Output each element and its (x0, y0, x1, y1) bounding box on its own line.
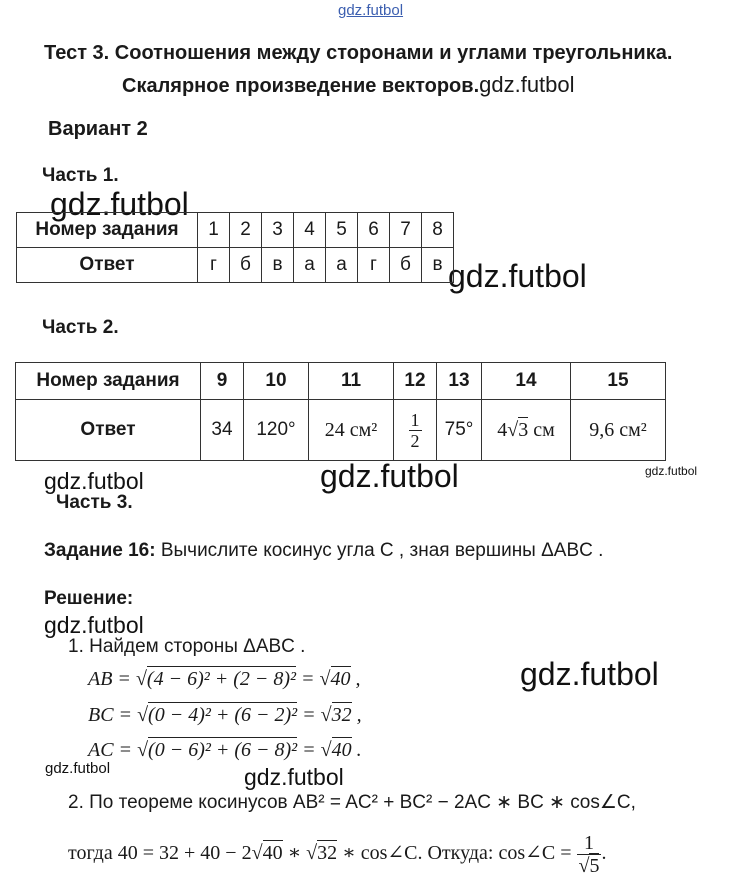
watermark: gdz.futbol (479, 72, 575, 97)
part2-heading: Часть 2. (42, 317, 119, 338)
task-number: 15 (571, 363, 666, 400)
task-number: 2 (230, 213, 262, 248)
table-header-cell: Ответ (17, 248, 198, 283)
variant-heading: Вариант 2 (48, 118, 148, 140)
answer-cell: а (326, 248, 358, 283)
task-number: 8 (422, 213, 454, 248)
table-row (16, 400, 666, 461)
page-title: Тест 3. Соотношения между сторонами и углами треугольника. (44, 42, 673, 64)
answer-cell: 24 см² (309, 400, 394, 461)
table-row (17, 248, 454, 283)
answer-cell: 4√3 см (482, 400, 571, 461)
equation-ab: AB = √(4 − 6)² + (2 − 8)² = √40 , (88, 668, 361, 690)
answer-cell: г (358, 248, 390, 283)
answer-cell: в (422, 248, 454, 283)
task-number: 7 (390, 213, 422, 248)
answer-cell (394, 400, 437, 461)
fraction: $\frac{1}{√5}$ (578, 832, 600, 877)
answer-cell: б (390, 248, 422, 283)
watermark: gdz.futbol (45, 760, 111, 777)
table-row (16, 363, 666, 400)
task-number: 10 (244, 363, 309, 400)
watermark: gdz.futbol (50, 186, 189, 222)
task-16: Задание 16: Вычислите косинус угла C , зная вершины ΔABC . (44, 540, 604, 561)
watermark: gdz.futbol (44, 612, 144, 638)
part2-table (15, 362, 666, 461)
answer-cell: 120° (244, 400, 309, 461)
task-number: 5 (326, 213, 358, 248)
part3-heading: Часть 3. (56, 492, 133, 513)
answer-cell: 34 (201, 400, 244, 461)
task-number: 13 (437, 363, 482, 400)
equation-bc: BC = √(0 − 4)² + (6 − 2)² = √32 , (88, 704, 362, 726)
part1-heading: Часть 1. (42, 165, 119, 186)
watermark: gdz.futbol (645, 464, 698, 478)
table-header-cell: Номер задания (16, 363, 201, 400)
task-number: 12 (394, 363, 437, 400)
task-number: 14 (482, 363, 571, 400)
answer-cell: а (294, 248, 326, 283)
table-header-cell: Ответ (16, 400, 201, 461)
watermark: gdz.futbol (520, 656, 659, 692)
task-number: 11 (309, 363, 394, 400)
solution-heading: Решение: (44, 588, 134, 609)
solution-final-line: тогда 40 = 32 + 40 − 2√40 ∗ √32 ∗ cos∠C. Откуда: cos∠C = $\frac{1}{√5}$ . (68, 832, 607, 877)
watermark-top: gdz.futbol (338, 2, 404, 19)
task-number: 9 (201, 363, 244, 400)
watermark: gdz.futbol (320, 458, 459, 494)
answer-cell: в (262, 248, 294, 283)
task-number: 3 (262, 213, 294, 248)
watermark: gdz.futbol (448, 258, 587, 294)
task-number: 4 (294, 213, 326, 248)
answer-cell: 9,6 см² (571, 400, 666, 461)
part1-table (16, 212, 454, 283)
table-header-cell: Номер задания (17, 213, 198, 248)
page-subtitle: Скалярное произведение векторов.gdz.futbol (122, 72, 575, 97)
task-number: 6 (358, 213, 390, 248)
fraction: $\frac{1}{2}$ (410, 409, 420, 451)
equation-ac: AC = √(0 − 6)² + (6 − 8)² = √40 . (88, 739, 362, 761)
answer-cell: 75° (437, 400, 482, 461)
answer-cell: б (230, 248, 262, 283)
solution-step-2: 2. По теореме косинусов AB² = AC² + BC² − 2AC ∗ BC ∗ cos∠C, (68, 792, 636, 813)
task-number: 1 (198, 213, 230, 248)
answer-cell: г (198, 248, 230, 283)
solution-step-1: 1. Найдем стороны ΔABC . (68, 636, 306, 657)
table-row (17, 213, 454, 248)
watermark: gdz.futbol (244, 764, 344, 790)
watermark: gdz.futbol (44, 468, 144, 494)
